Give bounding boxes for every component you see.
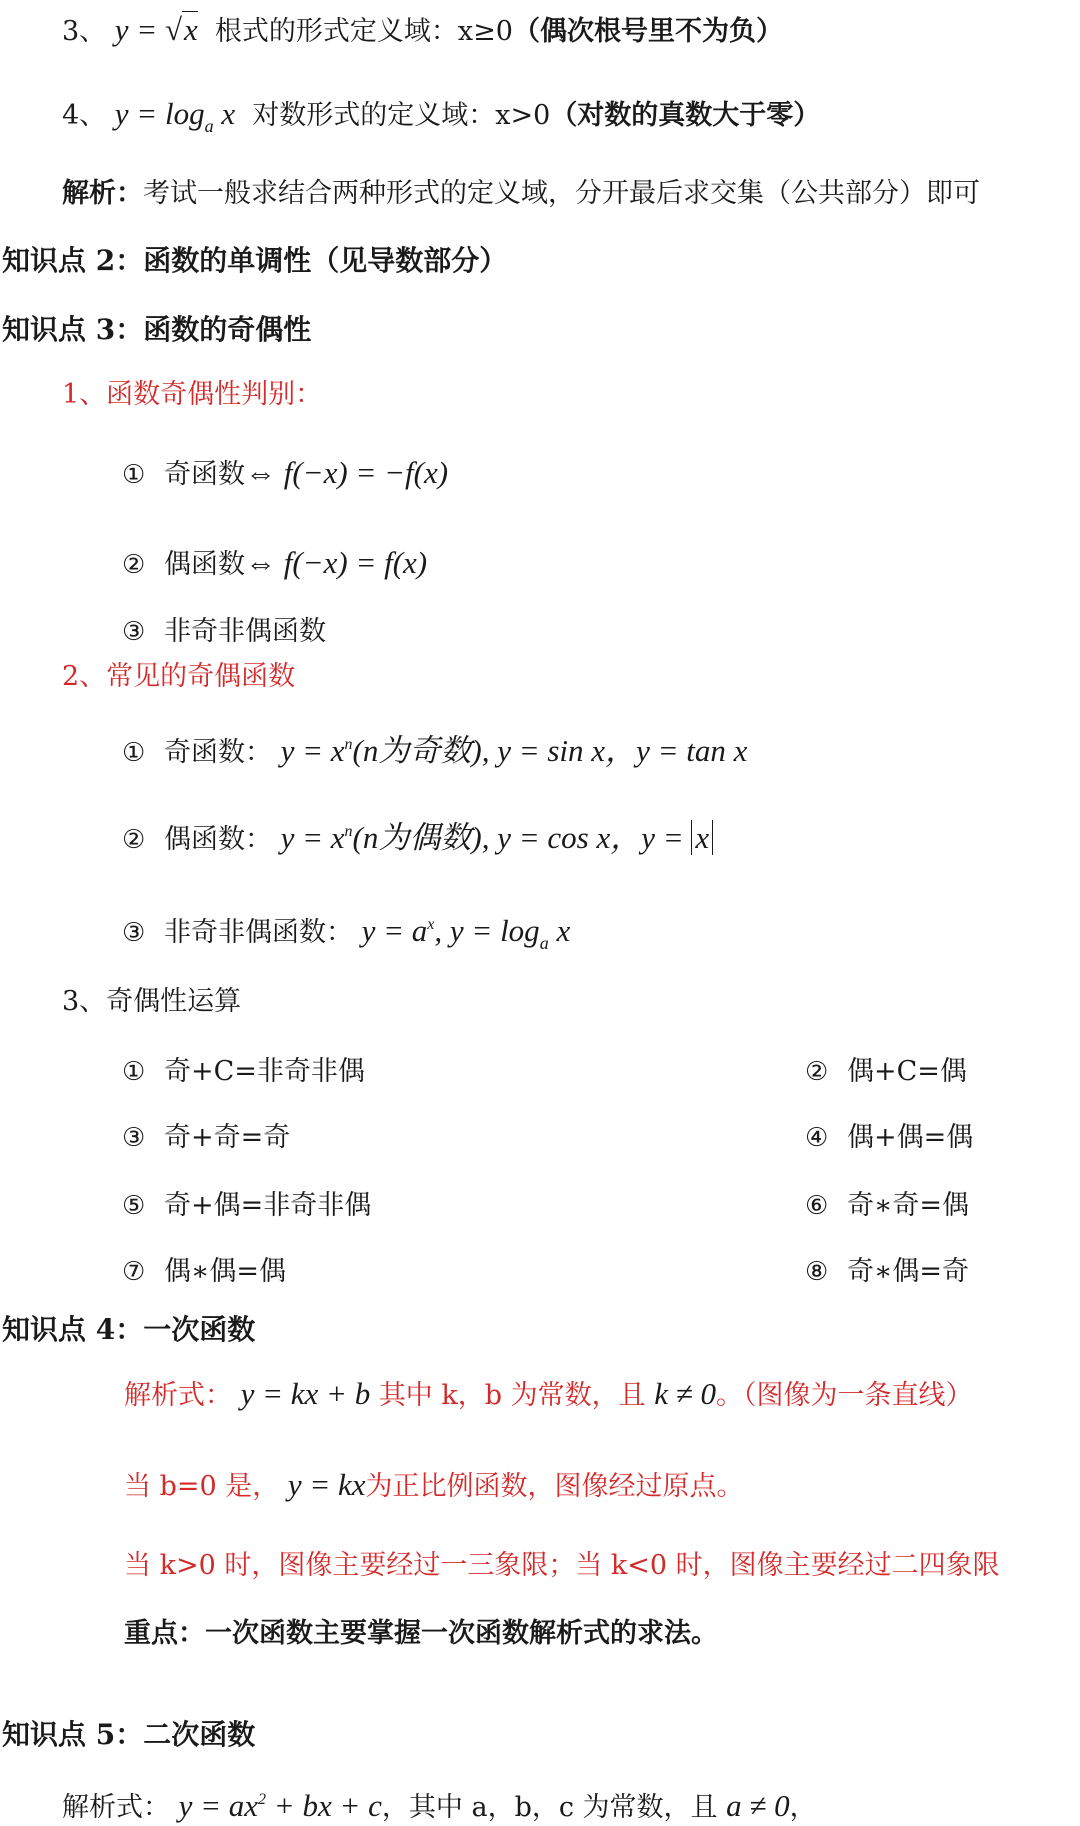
proportional-line: 当 b=0 是， y = kx为正比例函数，图像经过原点。 xyxy=(124,1467,744,1502)
parity-odd-def xyxy=(122,455,448,493)
kp3-sec1-title: 1、函数奇偶性判别： xyxy=(62,379,323,410)
item-label: 非奇非偶函数： xyxy=(164,917,353,948)
domain-line-sqrt xyxy=(62,12,783,50)
parity-rule: ② 偶+C=偶 xyxy=(805,1056,967,1087)
parity-even-def xyxy=(122,545,427,583)
linear-expression-line: 解析式： y = kx + b 其中 k，b 为常数，且 k ≠ 0。（图像为一条直线） xyxy=(124,1376,973,1411)
log-formula: $y = \log_a x$ xyxy=(114,96,236,136)
item-label: 偶函数 xyxy=(164,549,245,580)
common-even-functions xyxy=(122,814,713,858)
domain-line-log xyxy=(62,96,820,144)
item-formula: ⇔ f(−x) = f(x) xyxy=(245,545,428,580)
analysis-text: 考试一般求结合两种形式的定义域，分开最后求交集（公共部分）即可 xyxy=(143,178,980,209)
parity-rule: ① 奇+C=非奇非偶 xyxy=(122,1056,365,1087)
parity-rule: ⑥ 奇∗奇=偶 xyxy=(805,1190,969,1221)
item-number: ② xyxy=(122,825,146,855)
quadratic-expression-line: 解析式： $y = ax^2$ + bx + c，其中 a，b，c 为常数，且 a ≠ 0， xyxy=(62,1788,817,1823)
analysis-label: 解析： xyxy=(62,178,143,209)
condition-formula: k ≠ 0 xyxy=(654,1376,716,1411)
item-number: ① xyxy=(122,738,146,768)
common-neither-functions xyxy=(122,907,570,961)
parity-rule: ④ 偶+偶=偶 xyxy=(805,1122,974,1153)
sqrt-formula: y = √x xyxy=(114,12,198,47)
kp3-heading: 知识点 3：函数的奇偶性 xyxy=(2,313,312,346)
label: 解析式： xyxy=(124,1380,232,1411)
parity-rule: ⑦ 偶∗偶=偶 xyxy=(122,1256,286,1287)
domain-text: 根式的形式定义域：x≥0 xyxy=(214,16,513,47)
item-number: ② xyxy=(122,550,146,580)
label: 解析式： xyxy=(62,1792,170,1823)
item-label: 奇函数 xyxy=(164,459,245,490)
item-formula: $y = a^x$, $y = \log_a x$ xyxy=(361,913,571,953)
analysis-line xyxy=(62,176,980,212)
kp3-sec2-title: 2、常见的奇偶函数 xyxy=(62,661,296,692)
domain-text: 对数形式的定义域：x>0 xyxy=(252,100,551,131)
parity-neither-def xyxy=(122,614,326,650)
proportional-formula: y = kx xyxy=(287,1467,366,1502)
item-number: 3、 xyxy=(62,16,107,47)
item-formula: ⇔ f(−x) = −f(x) xyxy=(245,455,449,490)
linear-formula: y = kx + b xyxy=(240,1376,371,1411)
item-number: 4、 xyxy=(62,100,107,131)
item-number: ③ xyxy=(122,617,146,647)
item-number: ③ xyxy=(122,918,146,948)
common-odd-functions xyxy=(122,727,747,771)
domain-note: （偶次根号里不为负） xyxy=(512,16,783,47)
kp2-heading: 知识点 2：函数的单调性（见导数部分） xyxy=(2,244,508,277)
item-formula: $y = x^n(n$为偶数), y = cos x，y = x xyxy=(281,820,714,855)
parity-rule: ⑧ 奇∗偶=奇 xyxy=(805,1256,969,1287)
item-label: 偶函数： xyxy=(164,824,272,855)
domain-note: （对数的真数大于零） xyxy=(550,100,821,131)
kp5-heading: 知识点 5：二次函数 xyxy=(2,1718,256,1751)
item-label: 非奇非偶函数 xyxy=(164,616,326,647)
parity-rule: ③ 奇+奇=奇 xyxy=(122,1122,291,1153)
kp3-sec3-title: 3、奇偶性运算 xyxy=(62,986,242,1017)
parity-rule: ⑤ 奇+偶=非奇非偶 xyxy=(122,1190,372,1221)
quadrant-line: 当 k>0 时，图像主要经过一三象限；当 k<0 时，图像主要经过二四象限 xyxy=(124,1550,1000,1581)
condition-formula: a ≠ 0 xyxy=(726,1788,790,1823)
item-formula: $y = x^n(n$为奇数), y = sin x，y = tan x xyxy=(280,733,748,768)
key-point-line: 重点：一次函数主要掌握一次函数解析式的求法。 xyxy=(124,1618,718,1649)
kp4-heading: 知识点 4：一次函数 xyxy=(2,1313,256,1346)
quadratic-formula: $y = ax^2$ + bx + c xyxy=(178,1788,382,1823)
item-number: ① xyxy=(122,460,146,490)
item-label: 奇函数： xyxy=(164,737,272,768)
